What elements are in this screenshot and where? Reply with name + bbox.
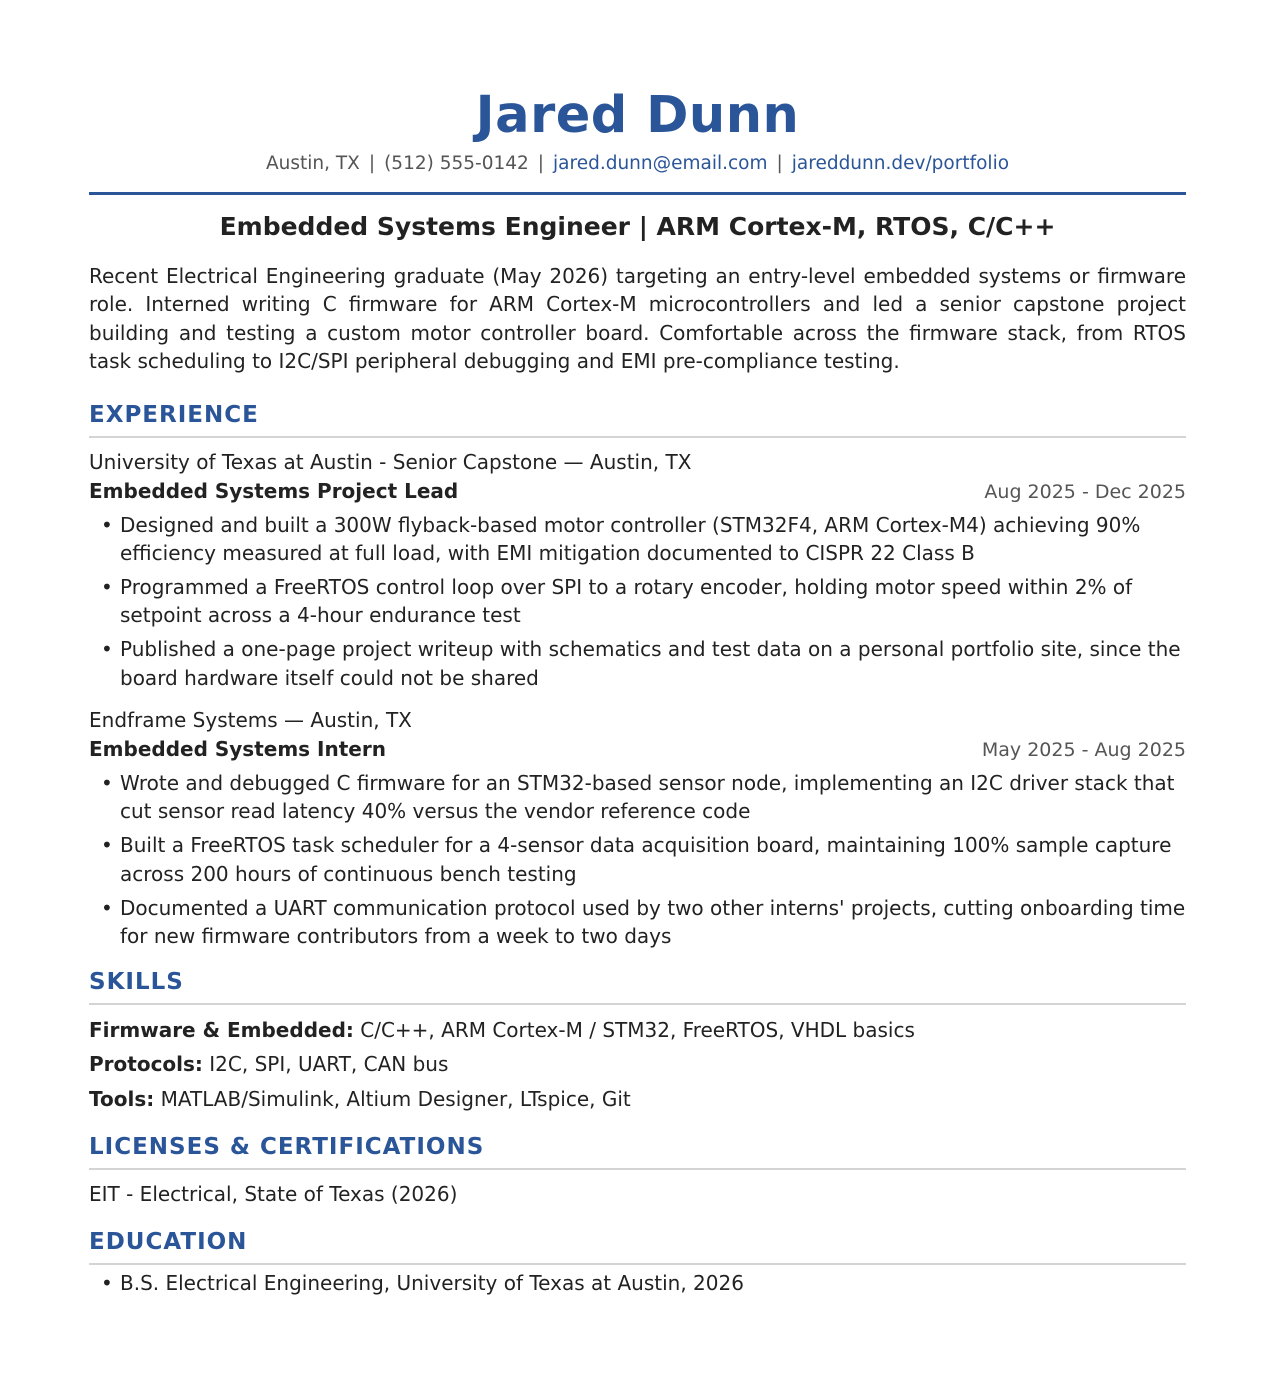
bullet-text: Designed and built a 300W flyback-based motor controller (STM32F4, ARM Cortex-M4) achieving 90% efficiency measured at full load, with EMI mitigation documented to CISPR 22 Class B: [120, 512, 1141, 566]
separator: |: [537, 153, 545, 174]
bullet-item: [89, 831, 1186, 888]
section-divider: [89, 1003, 1186, 1005]
bullet-icon: •: [101, 512, 113, 537]
education-section: [89, 1227, 1186, 1297]
bullet-icon: •: [101, 574, 113, 599]
job-bullets: [89, 511, 1186, 692]
skill-label: Firmware & Embedded:: [89, 1017, 354, 1042]
education-list: [89, 1269, 1186, 1297]
section-divider: [89, 1168, 1186, 1170]
skill-label: Protocols:: [89, 1052, 203, 1076]
skills-section: [89, 967, 1186, 1117]
headline: Embedded Systems Engineer | ARM Cortex-M, RTOS, C/C++: [219, 212, 1056, 241]
separator: |: [368, 153, 376, 174]
job-title: Embedded Systems Intern: [89, 737, 386, 762]
resume-header: [89, 0, 1186, 195]
phone: (512) 555-0142: [384, 153, 529, 174]
skill-value: MATLAB/Simulink, Altium Designer, LTspice, Git: [160, 1086, 631, 1111]
section-title-skills: SKILLS: [89, 968, 184, 995]
skill-row: [89, 1082, 1186, 1117]
bullet-icon: •: [101, 833, 113, 858]
bullet-icon: •: [101, 637, 113, 662]
job-title: Embedded Systems Project Lead: [89, 478, 459, 503]
bullet-item: [89, 511, 1186, 568]
bullet-text: Published a one-page project writeup with schematics and test data on a personal portfolio site, since the board hardware itself could not be shared: [120, 637, 1181, 690]
bullet-icon: •: [101, 895, 113, 920]
job-organization: University of Texas at Austin - Senior Capstone — Austin, TX: [89, 449, 692, 474]
skill-value: C/C++, ARM Cortex-M / STM32, FreeRTOS, VHDL basics: [360, 1017, 915, 1042]
portfolio-link[interactable]: jareddunn.dev/portfolio: [791, 153, 1010, 174]
bullet-icon: •: [101, 771, 113, 796]
email-link[interactable]: jared.dunn@email.com: [553, 153, 768, 174]
section-divider: [89, 1263, 1186, 1265]
education-item: [89, 1269, 1186, 1297]
bullet-text: Programmed a FreeRTOS control loop over SPI to a rotary encoder, holding motor speed within 2% of setpoint across a 4-hour endurance test: [120, 574, 1133, 628]
bullet-item: [89, 573, 1186, 630]
contact-line: [89, 152, 1186, 176]
bullet-text: Documented a UART communication protocol used by two other interns' projects, cutting onboarding time for new firmware contributors from a week to two days: [120, 895, 1186, 949]
bullet-item: [89, 894, 1186, 951]
job-bullets: [89, 769, 1186, 950]
section-divider: [89, 436, 1186, 438]
education-text: B.S. Electrical Engineering, University of Texas at Austin, 2026: [120, 1271, 744, 1295]
bullet-text: Built a FreeRTOS task scheduler for a 4-sensor data acquisition board, maintaining 100% sample capture across 200 hours of continuous bench testing: [120, 833, 1172, 886]
location: Austin, TX: [265, 153, 360, 174]
bullet-item: [89, 635, 1186, 692]
header-divider: [89, 192, 1186, 195]
job-entry: [89, 706, 1186, 950]
job-role-row: [89, 734, 1186, 765]
separator: |: [776, 153, 783, 174]
section-title-licenses: LICENSES & CERTIFICATIONS: [89, 1134, 485, 1160]
bullet-item: [89, 769, 1186, 826]
bullet-text: Wrote and debugged C firmware for an STM32-based sensor node, implementing an I2C driver stack that cut sensor read latency 40% versus the vendor reference code: [120, 771, 1175, 824]
bullet-icon: •: [101, 1271, 113, 1295]
candidate-name: Jared Dunn: [475, 86, 800, 145]
job-entry: [89, 448, 1186, 692]
skill-row: [89, 1013, 1186, 1048]
licenses-section: [89, 1132, 1186, 1208]
license-item: EIT - Electrical, State of Texas (2026): [89, 1182, 458, 1206]
experience-section: [89, 400, 1186, 951]
job-organization: Endframe Systems — Austin, TX: [89, 708, 412, 733]
job-dates: Aug 2025 - Dec 2025: [984, 480, 1186, 503]
skills-list: [89, 1013, 1186, 1117]
section-title-education: EDUCATION: [89, 1229, 248, 1255]
section-title-experience: EXPERIENCE: [89, 401, 259, 428]
skill-label: Tools:: [89, 1086, 155, 1111]
skill-row: [89, 1047, 1186, 1082]
job-dates: May 2025 - Aug 2025: [981, 739, 1186, 762]
skill-value: I2C, SPI, UART, CAN bus: [209, 1052, 449, 1076]
summary: Recent Electrical Engineering graduate (May 2026) targeting an entry-level embedded systems or firmware role. Interned writing C firmware for ARM Cortex-M microcontrollers and led a senior capstone project building and testing a custom motor controller board. Comfortable across the firmware stack, from RTOS task scheduling to I2C/SPI peripheral debugging and EMI pre-compliance testing.: [89, 264, 1186, 374]
job-role-row: [89, 476, 1186, 507]
